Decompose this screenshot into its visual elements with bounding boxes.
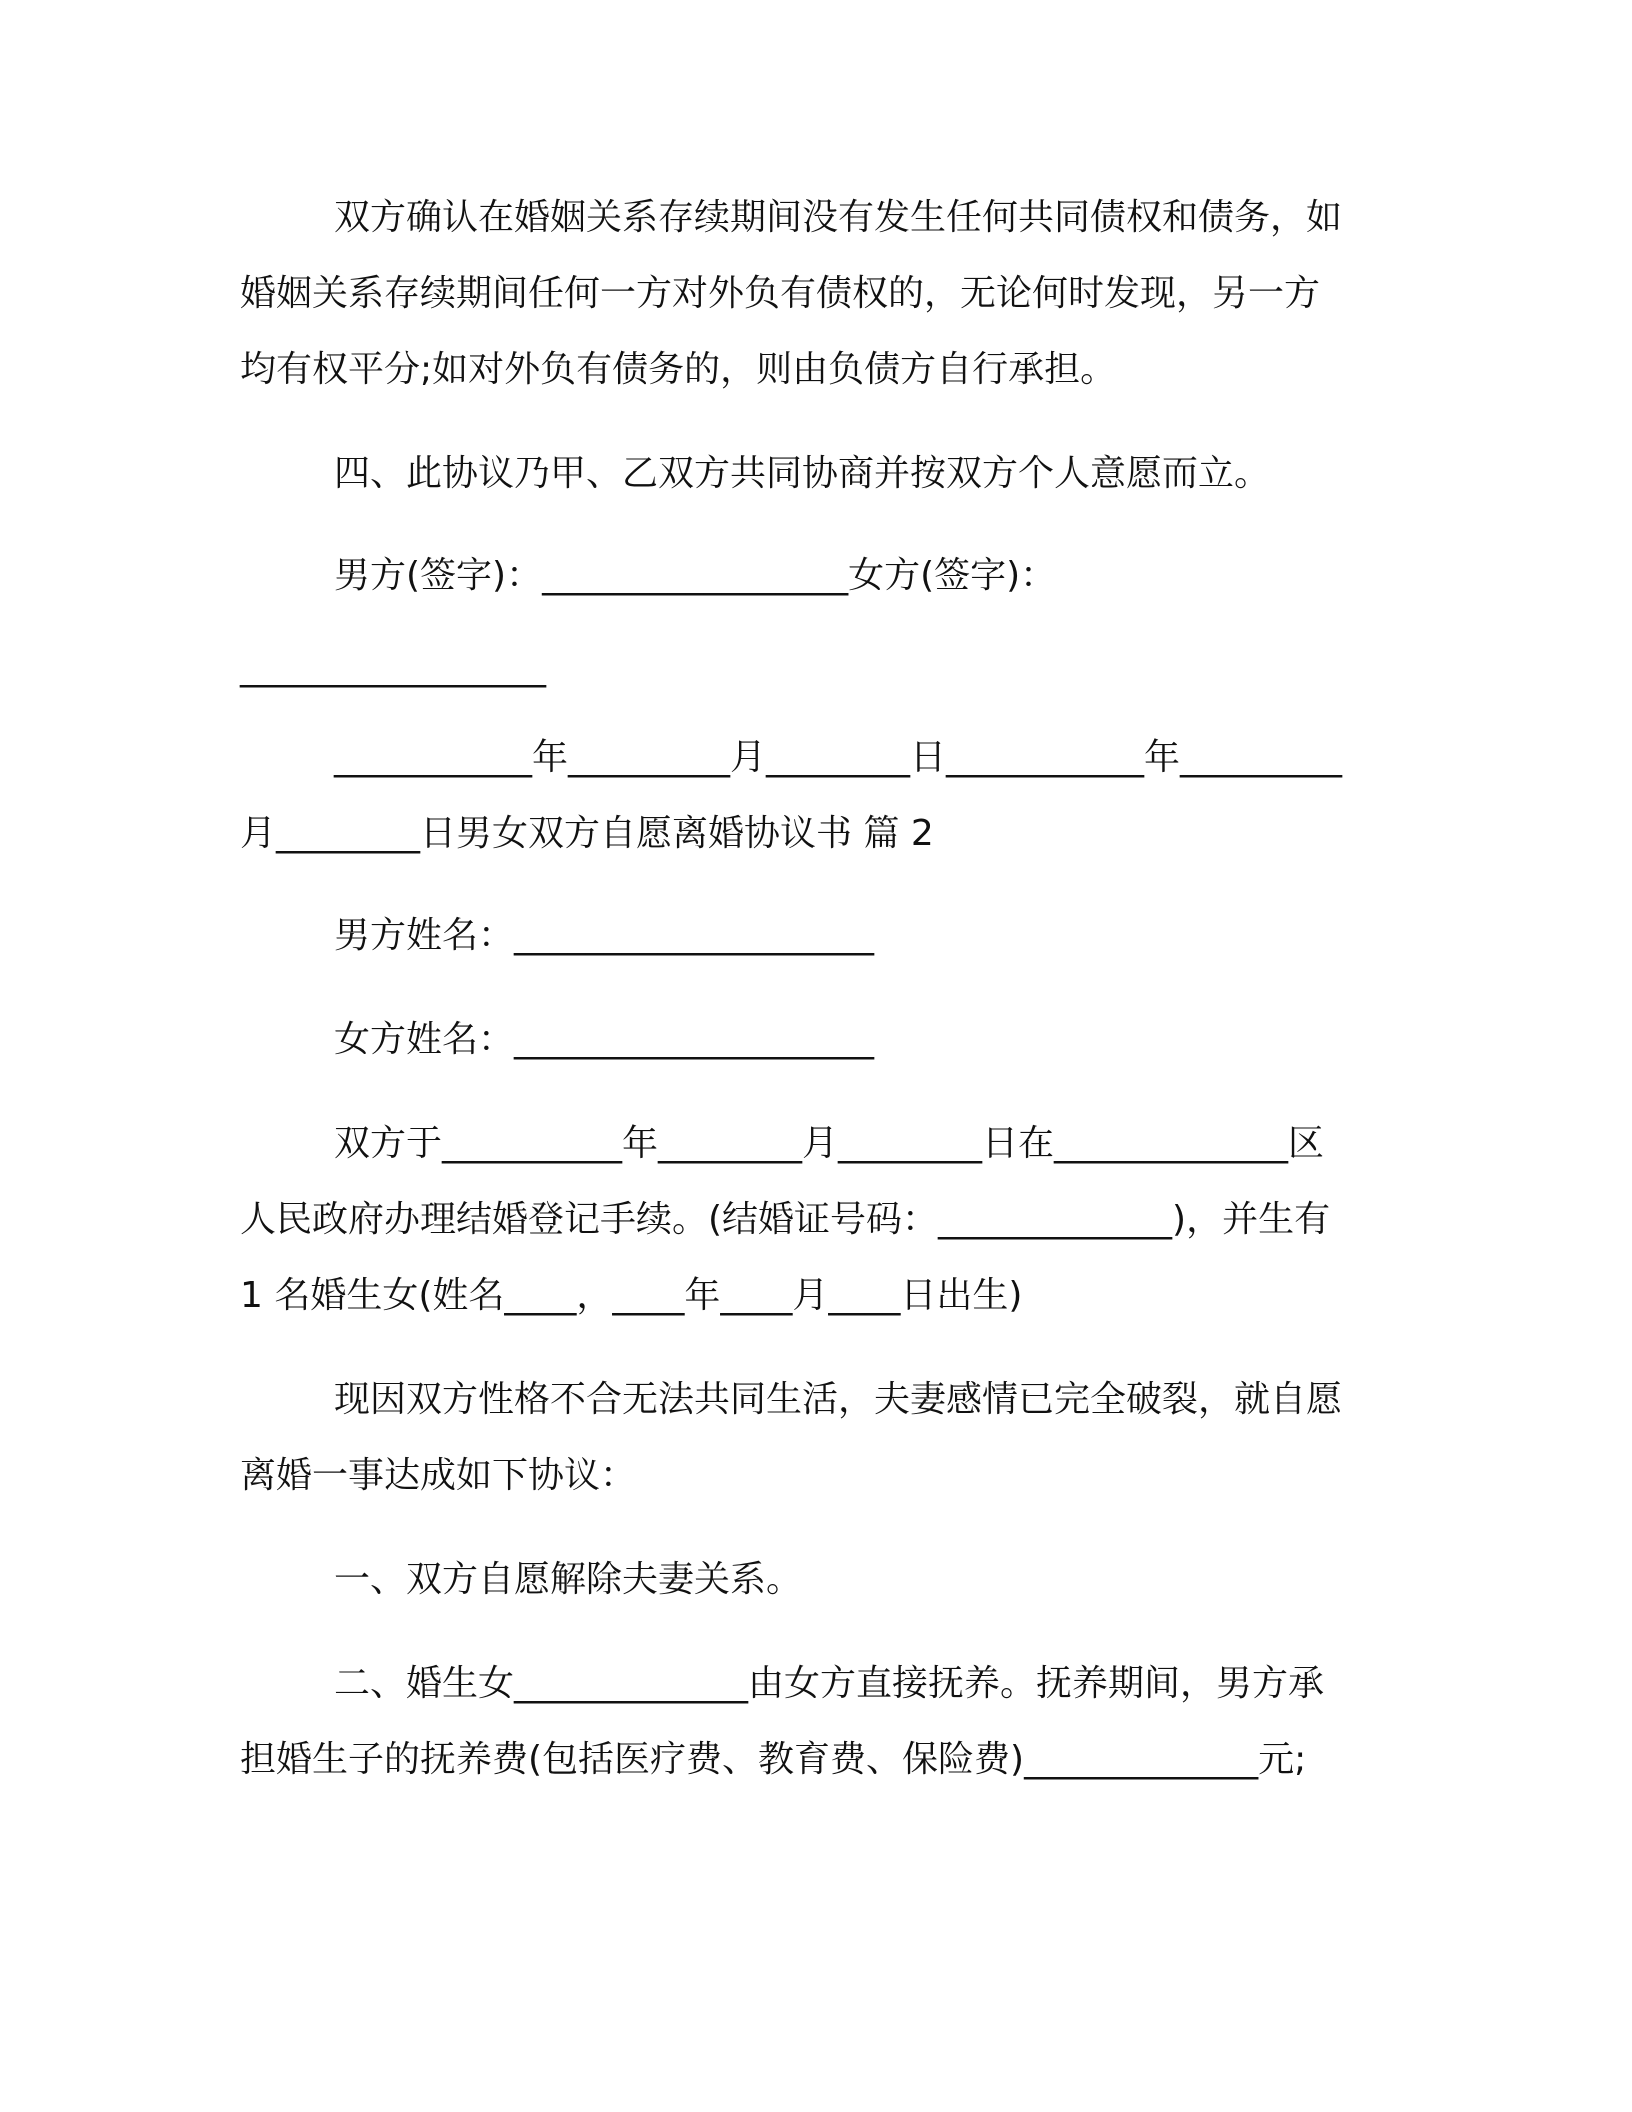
clause-two-line-2: 担婚生子的抚养费(包括医疗费、教育费、保险费)_____________元;	[240, 1739, 1307, 1780]
reason-line-2: 离婚一事达成如下协议：	[240, 1455, 637, 1496]
signature-line: 男方(签字)：_________________女方(签字)：	[334, 555, 1057, 596]
clause-four: 四、此协议乃甲、乙双方共同协商并按双方个人意愿而立。	[334, 453, 1271, 494]
date-line-2-and-heading: 月________日男女双方自愿离婚协议书 篇 2	[240, 813, 934, 854]
reason-line-1: 现因双方性格不合无法共同生活，夫妻感情已完全破裂，就自愿	[334, 1379, 1343, 1420]
signature-blank-female: _________________	[240, 647, 546, 688]
marriage-registration-line-2: 人民政府办理结婚登记手续。(结婚证号码：_____________)，并生有	[240, 1199, 1331, 1240]
paragraph-debts-line-1: 双方确认在婚姻关系存续期间没有发生任何共同债权和债务，如	[334, 197, 1343, 238]
clause-one: 一、双方自愿解除夫妻关系。	[334, 1559, 803, 1600]
paragraph-debts-line-3: 均有权平分;如对外负有债务的，则由负债方自行承担。	[240, 349, 1117, 390]
female-name-field: 女方姓名：____________________	[334, 1019, 875, 1060]
marriage-registration-line-1: 双方于__________年________月________日在_____________区	[334, 1123, 1325, 1164]
date-line-1: ___________年_________月________日___________年_________	[334, 737, 1342, 778]
paragraph-debts-line-2: 婚姻关系存续期间任何一方对外负有债权的，无论何时发现，另一方	[240, 273, 1321, 314]
male-name-field: 男方姓名：____________________	[334, 915, 875, 956]
clause-two-line-1: 二、婚生女_____________由女方直接抚养。抚养期间，男方承	[334, 1663, 1325, 1704]
marriage-registration-line-3: 1 名婚生女(姓名____，____年____月____日出生)	[240, 1275, 1023, 1316]
